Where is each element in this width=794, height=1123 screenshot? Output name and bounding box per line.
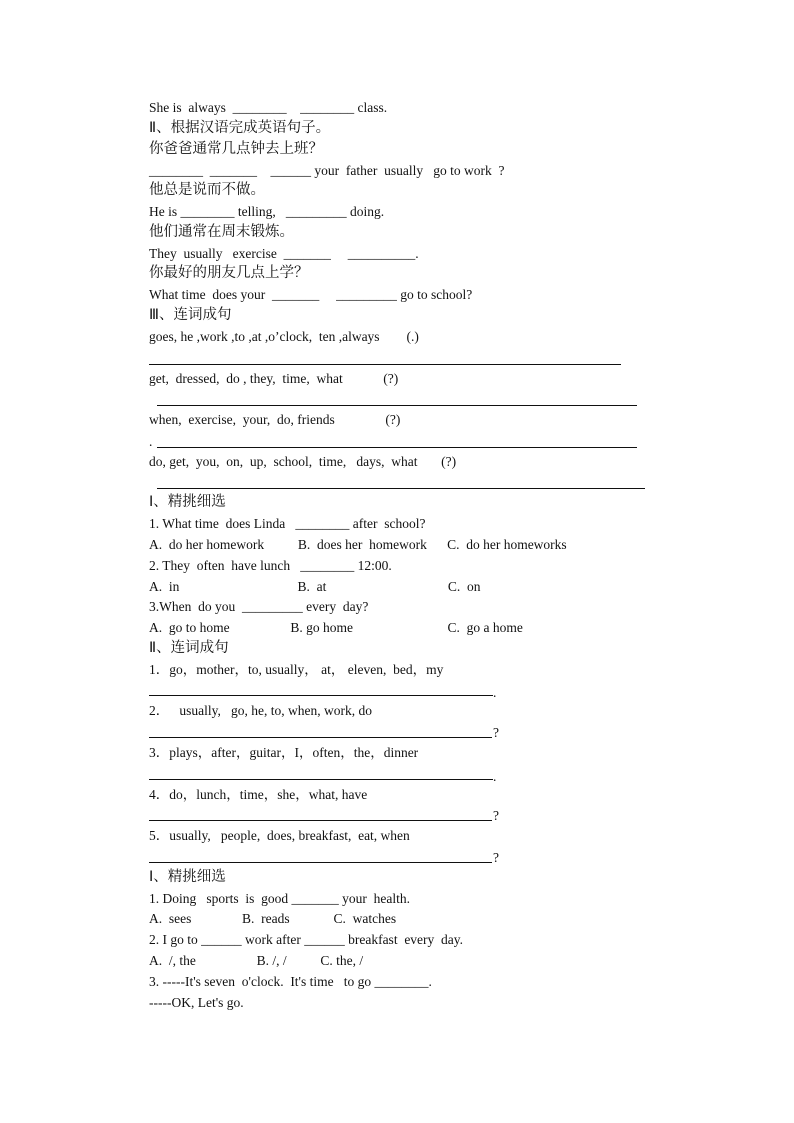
options: A. sees B. reads C. watches: [149, 911, 397, 926]
end-punct: ?: [493, 808, 499, 823]
text-line: They usually exercise _______ __________.: [149, 246, 419, 261]
end-punct: .: [493, 769, 497, 784]
word-prompt: get, dressed, do , they, time, what (?): [149, 371, 399, 386]
section-heading: Ⅱ、根据汉语完成英语句子。: [149, 120, 331, 136]
options: A. do her homework B. does her homework C. do her homeworks: [149, 537, 567, 552]
answer-line: [149, 820, 492, 821]
chinese-prompt: 你爸爸通常几点钟去上班？: [149, 141, 323, 157]
answer-line: [149, 695, 493, 696]
word-prompt: goes, he ,work ,to ,at ,o’clock, ten ,always (.): [149, 329, 419, 344]
text-line: She is always ________ ________ class.: [149, 100, 388, 115]
section-heading: Ⅱ、连词成句: [149, 640, 229, 656]
text-line: He is ________ telling, _________ doing.: [149, 204, 385, 219]
word-prompt: 5．usually, people, does, breakfast, eat, when: [149, 828, 410, 843]
options: A. go to home B. go home C. go a home: [149, 620, 523, 635]
word-prompt: 2． usually, go, he, to, when, work, do: [149, 703, 372, 718]
options: A. in B. at C. on: [149, 579, 481, 594]
text-line: .: [149, 434, 153, 449]
answer-line: [149, 364, 621, 365]
question: 2. They often have lunch ________ 12:00.: [149, 558, 392, 573]
word-prompt: 4．do，lunch，time，she，what, have: [149, 787, 368, 802]
chinese-prompt: 他总是说而不做。: [149, 182, 265, 198]
text-line: What time does your _______ _________ go to school?: [149, 287, 473, 302]
text-line: ________ _______ ______ your father usually go to work ?: [149, 163, 505, 178]
question: 3.When do you _________ every day?: [149, 599, 369, 614]
word-prompt: do, get, you, on, up, school, time, days, what (?): [149, 454, 457, 469]
section-heading: Ⅰ、精挑细选: [149, 869, 226, 885]
word-prompt: 1．go，mother，to, usually， at， eleven, bed，my: [149, 662, 444, 677]
end-punct: ?: [493, 850, 499, 865]
section-heading: Ⅲ、连词成句: [149, 307, 232, 323]
answer-line: [157, 488, 645, 489]
answer-line: [149, 862, 492, 863]
question: 1. Doing sports is good _______ your health.: [149, 891, 410, 906]
end-punct: .: [493, 685, 497, 700]
word-prompt: 3．plays，after，guitar，I，often，the，dinner: [149, 745, 419, 760]
options: A. /, the B. /, / C. the, /: [149, 953, 364, 968]
word-prompt: when, exercise, your, do, friends (?): [149, 412, 401, 427]
question: 3. -----It's seven o'clock. It's time to go ________.: [149, 974, 432, 989]
chinese-prompt: 他们通常在周末锻炼。: [149, 224, 294, 240]
section-heading: Ⅰ、精挑细选: [149, 494, 226, 510]
answer-line: [149, 779, 493, 780]
end-punct: ?: [493, 725, 499, 740]
answer-line: [149, 737, 492, 738]
answer-line: [157, 405, 637, 406]
question: 2. I go to ______ work after ______ breakfast every day.: [149, 932, 464, 947]
text-line: -----OK, Let's go.: [149, 995, 244, 1010]
question: 1. What time does Linda ________ after school?: [149, 516, 426, 531]
answer-line: [157, 447, 637, 448]
chinese-prompt: 你最好的朋友几点上学？: [149, 265, 309, 281]
